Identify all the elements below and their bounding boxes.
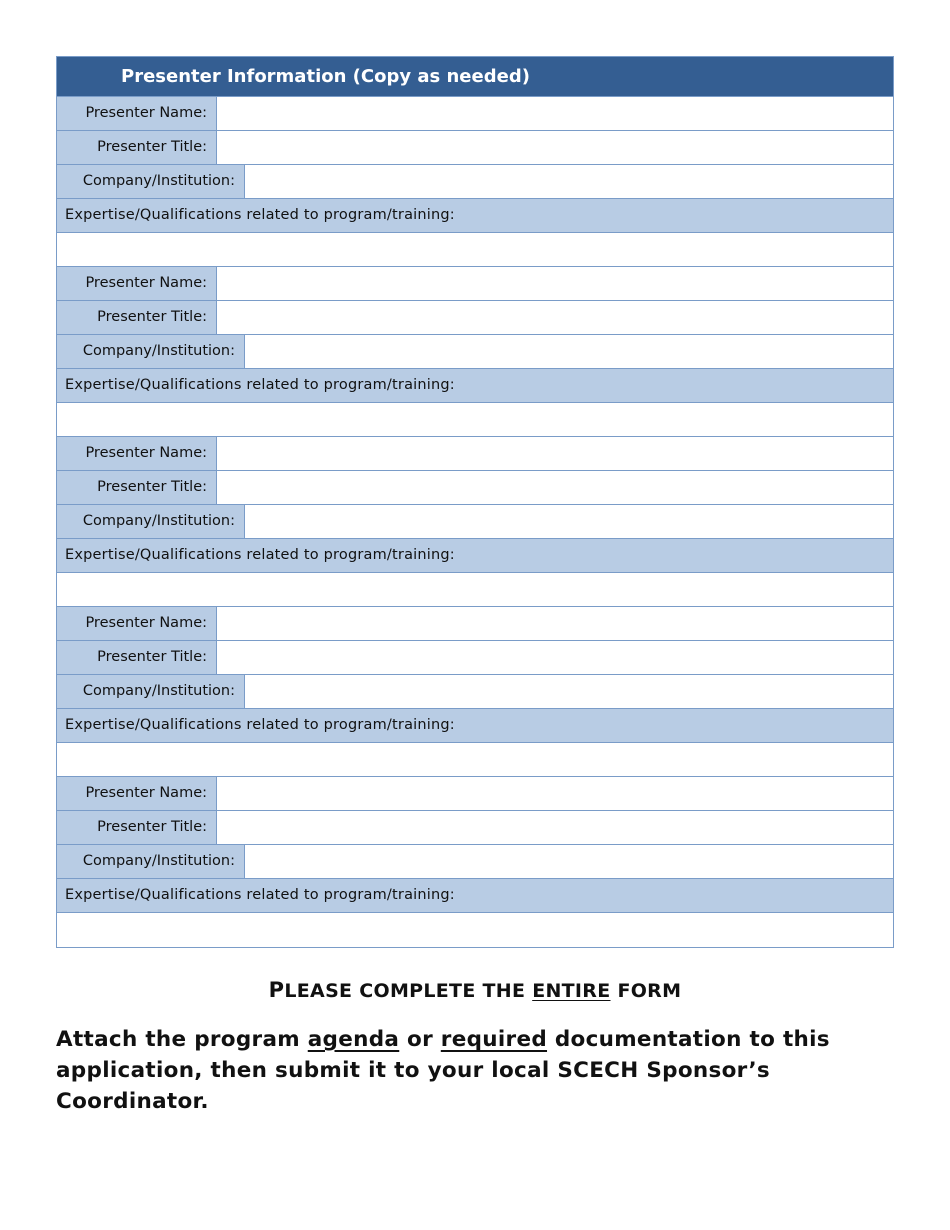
company-institution-label: Company/Institution: — [57, 335, 245, 368]
expertise-field[interactable] — [57, 233, 893, 266]
company-institution-label: Company/Institution: — [57, 165, 245, 198]
table-row — [57, 607, 893, 641]
table-row — [57, 709, 893, 743]
company-institution-label: Company/Institution: — [57, 505, 245, 538]
expertise-label: Expertise/Qualifications related to program/training: — [57, 369, 893, 402]
attach-required: required — [440, 1027, 548, 1052]
table-row — [57, 641, 893, 675]
expertise-field[interactable] — [57, 403, 893, 436]
table-row — [57, 743, 893, 777]
presenter-title-label: Presenter Title: — [57, 301, 217, 334]
table-row — [57, 879, 893, 913]
complete-form-notice — [0, 978, 950, 1002]
presenter-name-field[interactable] — [217, 267, 893, 300]
presenter-title-field[interactable] — [217, 471, 893, 504]
table-row — [57, 437, 893, 471]
notice-initial: P — [268, 978, 285, 1002]
table-row — [57, 913, 893, 947]
presenter-name-field[interactable] — [217, 97, 893, 130]
table-row — [57, 165, 893, 199]
company-institution-field[interactable] — [245, 335, 893, 368]
table-row — [57, 301, 893, 335]
attach-agenda: agenda — [307, 1027, 400, 1052]
table-row — [57, 97, 893, 131]
notice-text: LEASE COMPLETE THE ENTIRE FORM — [284, 980, 682, 1002]
presenter-title-label: Presenter Title: — [57, 471, 217, 504]
table-row — [57, 539, 893, 573]
presenter-information-table — [56, 56, 894, 948]
table-row — [57, 199, 893, 233]
presenter-title-label: Presenter Title: — [57, 811, 217, 844]
presenter-name-field[interactable] — [217, 777, 893, 810]
expertise-label: Expertise/Qualifications related to program/training: — [57, 709, 893, 742]
expertise-label: Expertise/Qualifications related to program/training: — [57, 539, 893, 572]
presenter-name-label: Presenter Name: — [57, 607, 217, 640]
presenter-title-field[interactable] — [217, 641, 893, 674]
expertise-field[interactable] — [57, 743, 893, 776]
table-row — [57, 267, 893, 301]
expertise-label: Expertise/Qualifications related to program/training: — [57, 199, 893, 232]
table-row — [57, 777, 893, 811]
table-row — [57, 845, 893, 879]
expertise-field[interactable] — [57, 913, 893, 947]
presenter-name-label: Presenter Name: — [57, 267, 217, 300]
presenter-title-field[interactable] — [217, 811, 893, 844]
company-institution-label: Company/Institution: — [57, 845, 245, 878]
table-row — [57, 335, 893, 369]
presenter-title-field[interactable] — [217, 131, 893, 164]
table-row — [57, 403, 893, 437]
presenter-name-label: Presenter Name: — [57, 437, 217, 470]
company-institution-field[interactable] — [245, 505, 893, 538]
notice-entire: ENTIRE — [532, 980, 611, 1002]
table-header: Presenter Information (Copy as needed) — [57, 57, 893, 97]
presenter-name-field[interactable] — [217, 437, 893, 470]
company-institution-label: Company/Institution: — [57, 675, 245, 708]
table-row — [57, 471, 893, 505]
presenter-title-label: Presenter Title: — [57, 131, 217, 164]
presenter-title-field[interactable] — [217, 301, 893, 334]
table-row — [57, 811, 893, 845]
presenter-title-label: Presenter Title: — [57, 641, 217, 674]
table-row — [57, 505, 893, 539]
table-row — [57, 369, 893, 403]
table-row — [57, 573, 893, 607]
attach-instructions: Attach the program agenda or required documentation to this application, then submit it to your local SCECH Sponsor’s Coordinator. — [56, 1027, 830, 1114]
company-institution-field[interactable] — [245, 675, 893, 708]
table-row — [57, 131, 893, 165]
company-institution-field[interactable] — [245, 165, 893, 198]
expertise-field[interactable] — [57, 573, 893, 606]
table-row — [57, 233, 893, 267]
presenter-name-field[interactable] — [217, 607, 893, 640]
company-institution-field[interactable] — [245, 845, 893, 878]
table-row — [57, 675, 893, 709]
expertise-label: Expertise/Qualifications related to program/training: — [57, 879, 893, 912]
presenter-name-label: Presenter Name: — [57, 777, 217, 810]
presenter-name-label: Presenter Name: — [57, 97, 217, 130]
